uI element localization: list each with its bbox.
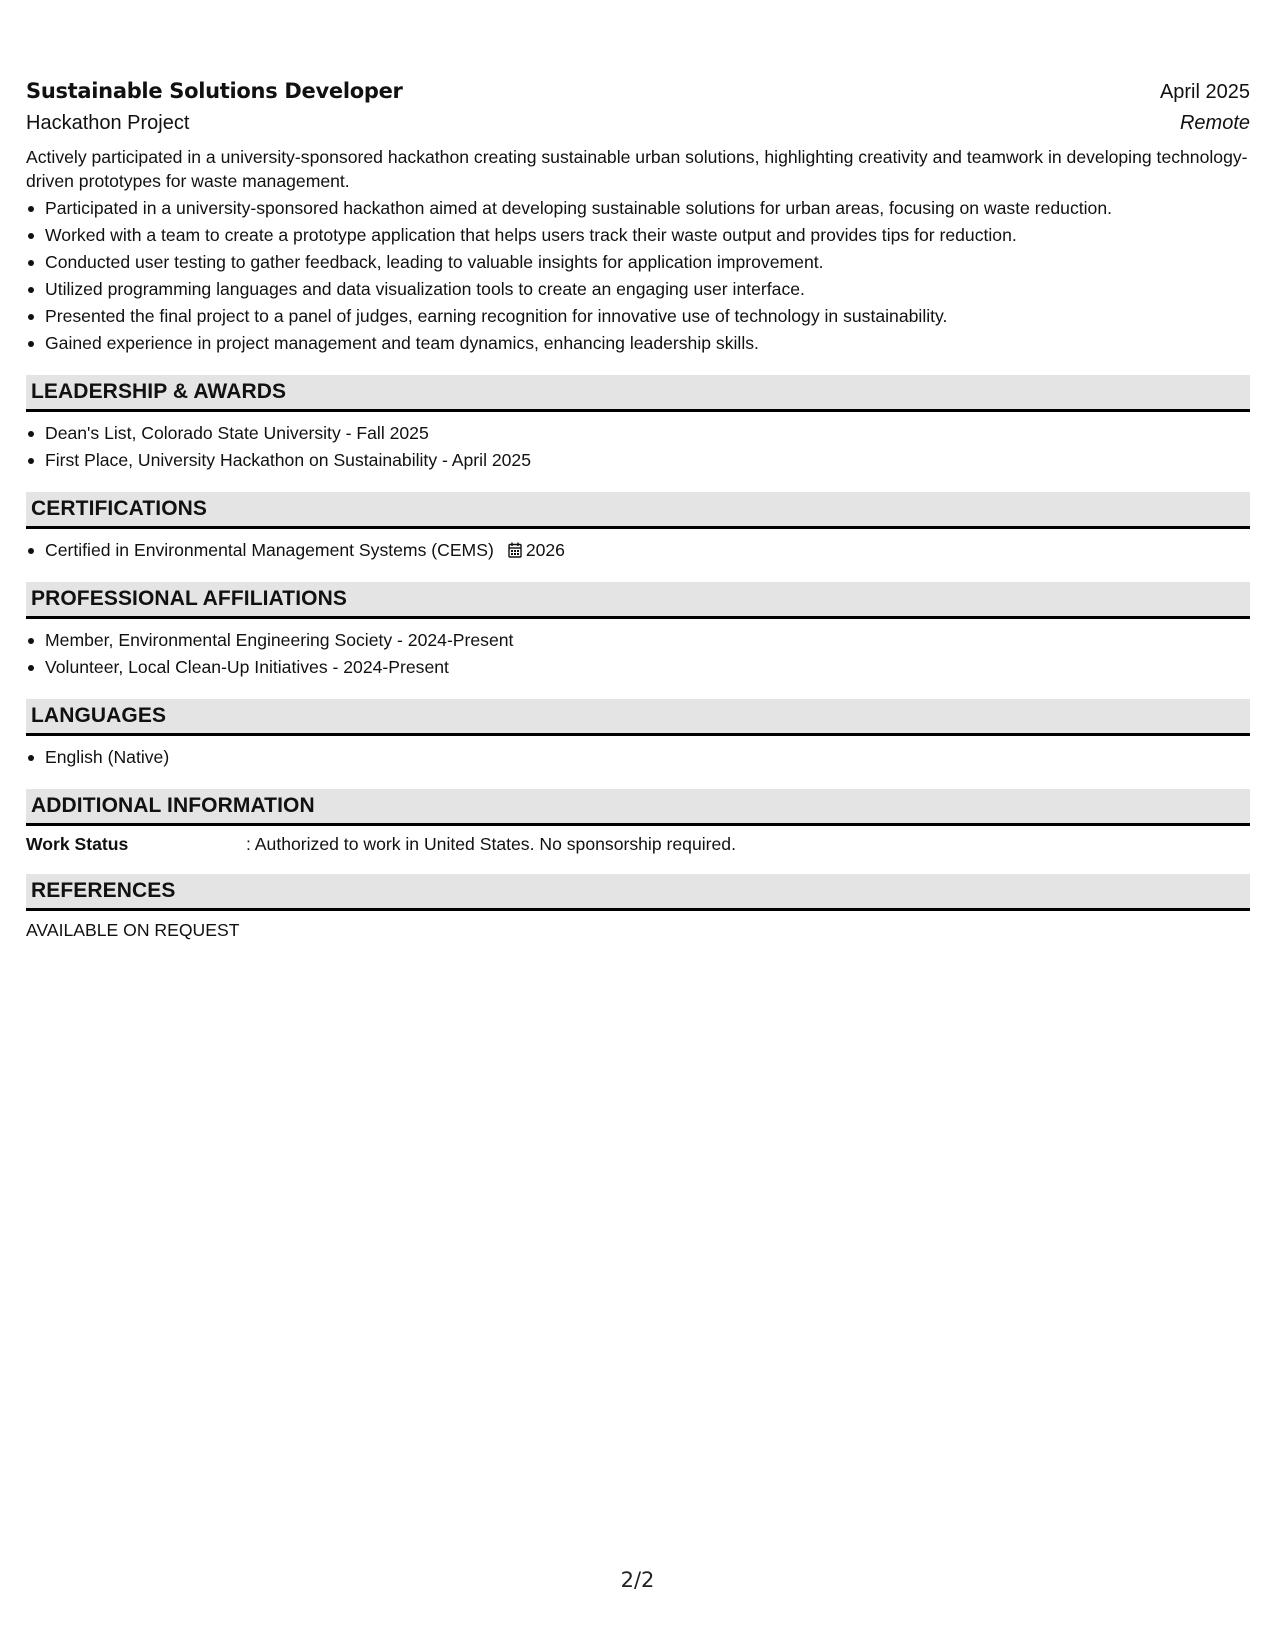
bullet-icon — [28, 755, 34, 761]
references-text: AVAILABLE ON REQUEST — [26, 920, 240, 940]
list-item — [26, 195, 1250, 222]
list-item-text: Member, Environmental Engineering Society - 2024-Present — [45, 630, 514, 650]
bullet-icon — [28, 206, 34, 212]
list-item — [26, 330, 1250, 357]
experience-entry — [26, 76, 1250, 357]
list-item-text: Volunteer, Local Clean-Up Initiatives - 2024-Present — [45, 657, 449, 677]
list-item — [26, 222, 1250, 249]
section-title: REFERENCES — [31, 879, 176, 902]
experience-header — [26, 76, 1250, 107]
bullet-icon — [28, 431, 34, 437]
section-heading-references — [26, 874, 1250, 911]
section-title: ADDITIONAL INFORMATION — [31, 794, 315, 817]
section-heading-additional — [26, 789, 1250, 826]
job-bullets — [26, 195, 1250, 357]
job-description: Actively participated in a university-sponsored hackathon creating sustainable urban solutions, highlighting creativity and teamwork in developing technology-driven prototypes for waste management. — [26, 147, 1248, 191]
list-item-text: Presented the final project to a panel of judges, earning recognition for innovative use of technology in sustainability. — [45, 306, 948, 326]
list-item — [26, 744, 1250, 771]
bullet-icon — [28, 548, 34, 554]
experience-subheader — [26, 109, 1250, 137]
list-item — [26, 303, 1250, 330]
section-heading-certifications — [26, 492, 1250, 529]
job-organization: Hackathon Project — [26, 112, 190, 134]
section-title: CERTIFICATIONS — [31, 497, 208, 520]
bullet-icon — [28, 260, 34, 266]
list-item-text: Participated in a university-sponsored hackathon aimed at developing sustainable solutions for urban areas, focusing on waste reduction. — [45, 198, 1113, 218]
section-title: PROFESSIONAL AFFILIATIONS — [31, 587, 347, 610]
list-item — [26, 537, 1250, 564]
affiliations-list — [26, 627, 1250, 681]
bullet-icon — [28, 233, 34, 239]
list-item — [26, 447, 1250, 474]
bullet-icon — [28, 341, 34, 347]
leadership-list — [26, 420, 1250, 474]
list-item — [26, 249, 1250, 276]
list-item-text: Worked with a team to create a prototype application that helps users track their waste output and provides tips for reduction. — [45, 225, 1017, 245]
page-number: 2/2 — [620, 1568, 655, 1592]
list-item — [26, 627, 1250, 654]
bullet-icon — [28, 287, 34, 293]
list-item-text: First Place, University Hackathon on Sustainability - April 2025 — [45, 450, 532, 470]
list-item-text: Gained experience in project management and team dynamics, enhancing leadership skills. — [45, 333, 759, 353]
bullet-icon — [28, 458, 34, 464]
job-location: Remote — [1179, 112, 1250, 134]
bullet-icon — [28, 638, 34, 644]
list-item-text: English (Native) — [45, 747, 170, 767]
calendar-icon — [508, 542, 522, 558]
resume-page — [26, 76, 1250, 942]
list-item-text: Utilized programming languages and data visualization tools to create an engaging user interface. — [45, 279, 805, 299]
work-status-value: : Authorized to work in United States. No sponsorship required. — [246, 834, 736, 854]
section-heading-languages — [26, 699, 1250, 736]
languages-list — [26, 744, 1250, 771]
job-date: April 2025 — [1159, 81, 1250, 103]
list-item — [26, 420, 1250, 447]
bullet-icon — [28, 314, 34, 320]
section-heading-affiliations — [26, 582, 1250, 619]
certifications-list — [26, 537, 1250, 564]
list-item-text: Conducted user testing to gather feedback, leading to valuable insights for application improvement. — [45, 252, 824, 272]
section-heading-leadership — [26, 375, 1250, 412]
list-item — [26, 276, 1250, 303]
work-status-row — [26, 832, 1250, 856]
certification-year: 2026 — [525, 540, 565, 560]
work-status-label: Work Status — [26, 834, 129, 854]
section-title: LANGUAGES — [31, 704, 167, 727]
list-item-text: Dean's List, Colorado State University - Fall 2025 — [45, 423, 429, 443]
bullet-icon — [28, 665, 34, 671]
job-title: Sustainable Solutions Developer — [26, 79, 403, 103]
section-title: LEADERSHIP & AWARDS — [31, 380, 287, 403]
list-item — [26, 654, 1250, 681]
certification-name: Certified in Environmental Management Systems (CEMS) — [45, 540, 494, 560]
